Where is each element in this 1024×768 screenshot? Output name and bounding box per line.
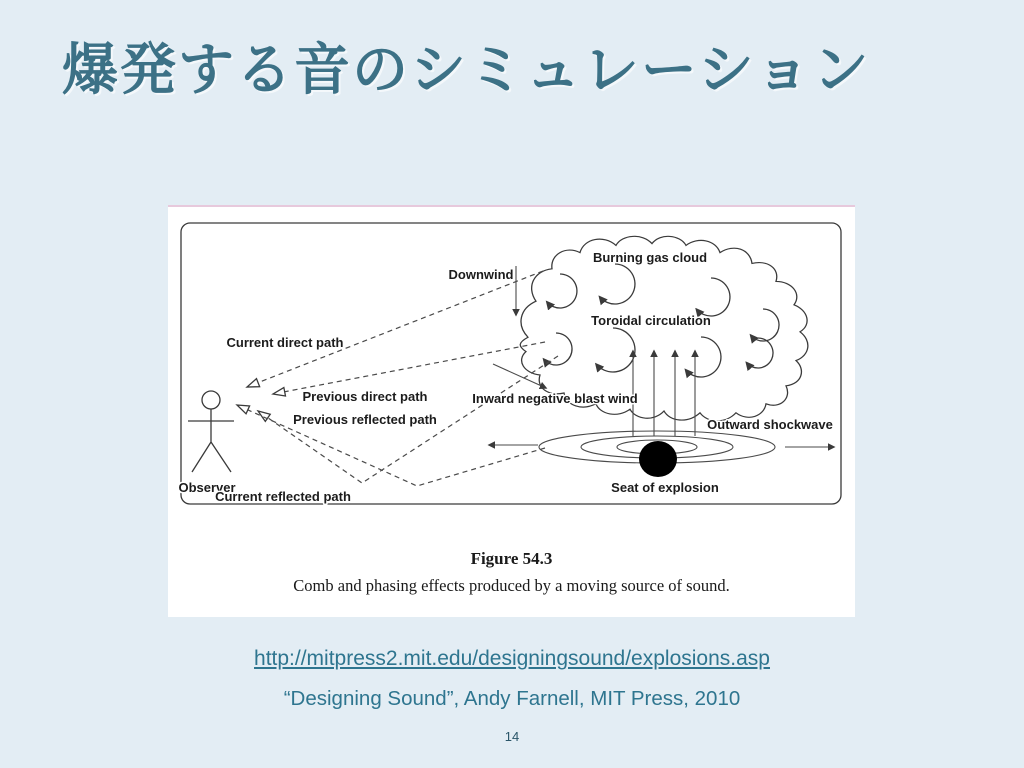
page-number: 14	[504, 729, 520, 744]
inward-blast-arrow	[493, 364, 546, 388]
source-link[interactable]: http://mitpress2.mit.edu/designingsound/explosions.asp	[254, 647, 770, 670]
figure-caption	[168, 549, 855, 596]
diagram-border	[181, 223, 841, 504]
observer-stick-figure	[188, 391, 234, 472]
label-burning-gas-cloud: Burning gas cloud	[592, 250, 708, 265]
label-previous-direct-path: Previous direct path	[302, 389, 428, 404]
current-direct-path-line	[247, 271, 543, 387]
figure-caption-text: Comb and phasing effects produced by a moving source of sound.	[293, 576, 730, 595]
label-downwind: Downwind	[448, 267, 514, 282]
rising-gas-arrows	[633, 351, 695, 436]
label-outward-shockwave: Outward shockwave	[707, 417, 833, 432]
label-inward-negative-blast-wind: Inward negative blast wind	[472, 391, 638, 406]
label-seat-of-explosion: Seat of explosion	[611, 480, 719, 495]
explosion-diagram	[168, 209, 855, 543]
label-toroidal-circulation: Toroidal circulation	[591, 313, 711, 328]
seat-of-explosion-dot	[639, 441, 677, 477]
label-observer: Observer	[178, 480, 236, 495]
figure-caption-number: Figure 54.3	[470, 549, 553, 568]
label-current-reflected-path: Current reflected path	[215, 489, 351, 504]
label-current-direct-path: Current direct path	[226, 335, 344, 350]
citation: “Designing Sound”, Andy Farnell, MIT Press, 2010	[283, 687, 741, 710]
figure-image	[168, 205, 855, 617]
label-previous-reflected-path: Previous reflected path	[293, 412, 437, 427]
slide-title: 爆発する音のシミュレーション	[62, 38, 871, 101]
